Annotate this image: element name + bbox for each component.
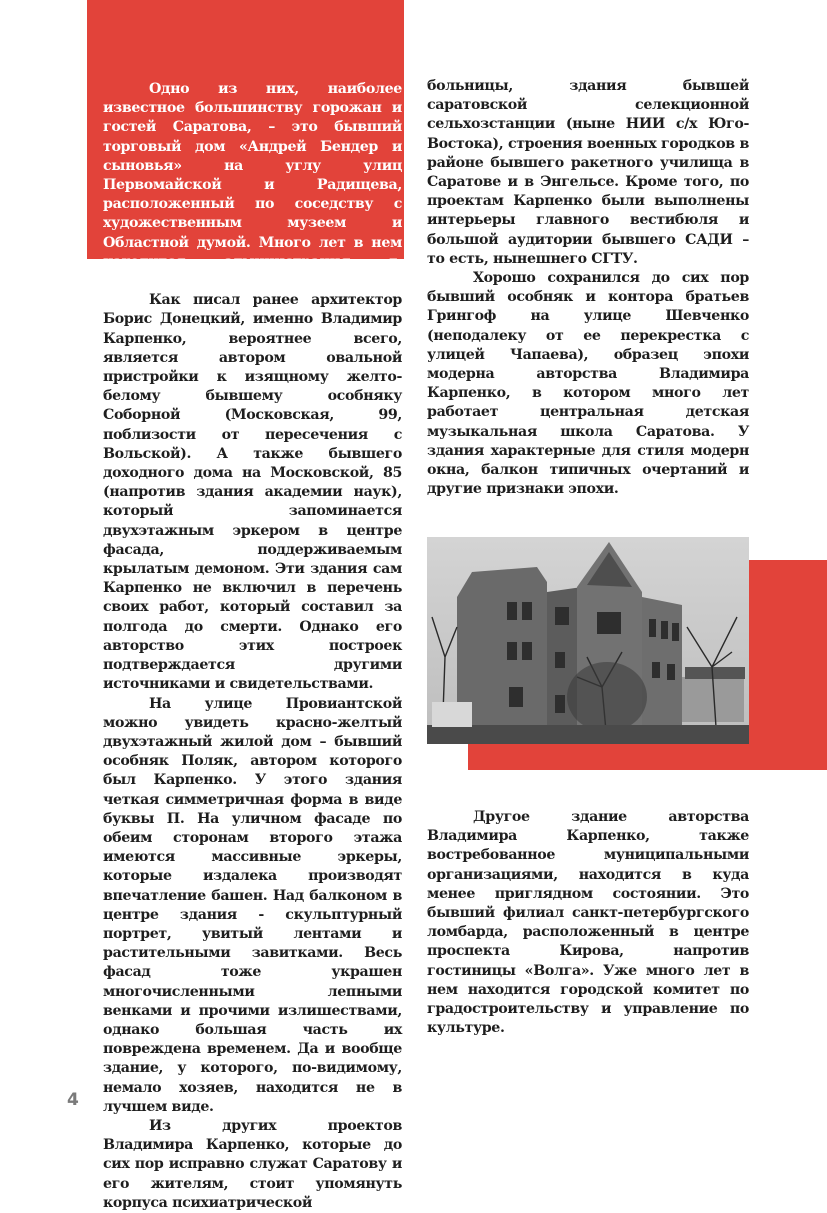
building-photo-image — [427, 537, 749, 744]
paragraph: На улице Провиантской можно увидеть красно-желтый двухэтажный жилой дом – бывший особняк Поляк, автором которого был Карпенко. У этого здания четкая симметричная форма в виде буквы П. На уличном фасаде по обеим сторонам второго этажа имеются массивные эркеры, которые издалека производят впечатление башен. Над балконом в центре здания - скульптурный портрет, увитый лентами и растительными завитками. Весь фасад тоже украшен многочисленными лепными венками и прочими излишествами, однако большая часть их повреждена временем. Да и вообще здание, у которого, по-видимому, немало хозяев, находится не в лучшем виде. — [103, 695, 402, 1115]
left-column — [103, 80, 402, 1213]
right-column-bottom — [427, 808, 749, 1038]
page-number: 4 — [67, 1090, 79, 1110]
paragraph: Как писал ранее архитектор Борис Донецкий, именно Владимир Карпенко, вероятнее всего, является автором овальной пристройки к изящному желто-белому бывшему особняку Соборной (Московская, 99, поблизости от пересечения с Вольской). А также бывшего доходного дома на Московской, 85 (напротив здания академии наук), который запоминается двухэтажным эркером в центре фасада, поддерживаемым крылатым демоном. Эти здания сам Карпенко не включил в перечень своих работ, который составил за полгода до смерти. Однако его авторство этих построек подтверждается другими источниками и свидетельствами. — [103, 292, 402, 693]
paragraph: Хорошо сохранился до сих пор бывший особняк и контора братьев Грингоф на улице Шевченко (неподалеку от ее перекрестка с улицей Чапаева), образец эпохи модерна авторства Владимира Карпенко, в котором много лет работает центральная детская музыкальная школа Саратова. У здания характерные для стиля модерн окна, балкон типичных очертаний и другие признаки эпохи. — [427, 270, 749, 498]
building-photo — [427, 537, 749, 744]
continued-paragraph: больницы, здания бывшей саратовской селекционной сельхозстанции (ныне НИИ с/х Юго-Востока), строения военных городков в районе бывшего ракетного училища в Саратове и в Энгельсе. Кроме того, по проектам Карпенко были выполнены интерьеры главного вестибюля и большой аудитории бывшего САДИ – то есть, нынешнего СГТУ. — [427, 78, 749, 267]
paragraph: Другое здание авторства Владимира Карпенко, также востребованное муниципальными организациями, находится в куда менее приглядном состоянии. Это бывший филиал санкт-петербургского ломбарда, расположенный в центре проспекта Кирова, напротив гостиницы «Волга». Уже много лет в нем находится городской комитет по градостроительству и управление по культуре. — [427, 809, 749, 1037]
intro-paragraph: Одно из них, наиболее известное большинству горожан и гостей Саратова, – это бывший торговый дом «Андрей Бендер и сыновья» на углу улиц Первомайской и Радищева, расположенный по соседству с художественным музеем и Областной думой. Много лет в нем находится администрация г. Саратова. — [103, 81, 402, 290]
right-column — [427, 77, 749, 499]
paragraph: Из других проектов Владимира Карпенко, которые до сих пор исправно служат Саратову и его жителям, стоит упомянуть корпуса психиатрической — [103, 1117, 402, 1211]
